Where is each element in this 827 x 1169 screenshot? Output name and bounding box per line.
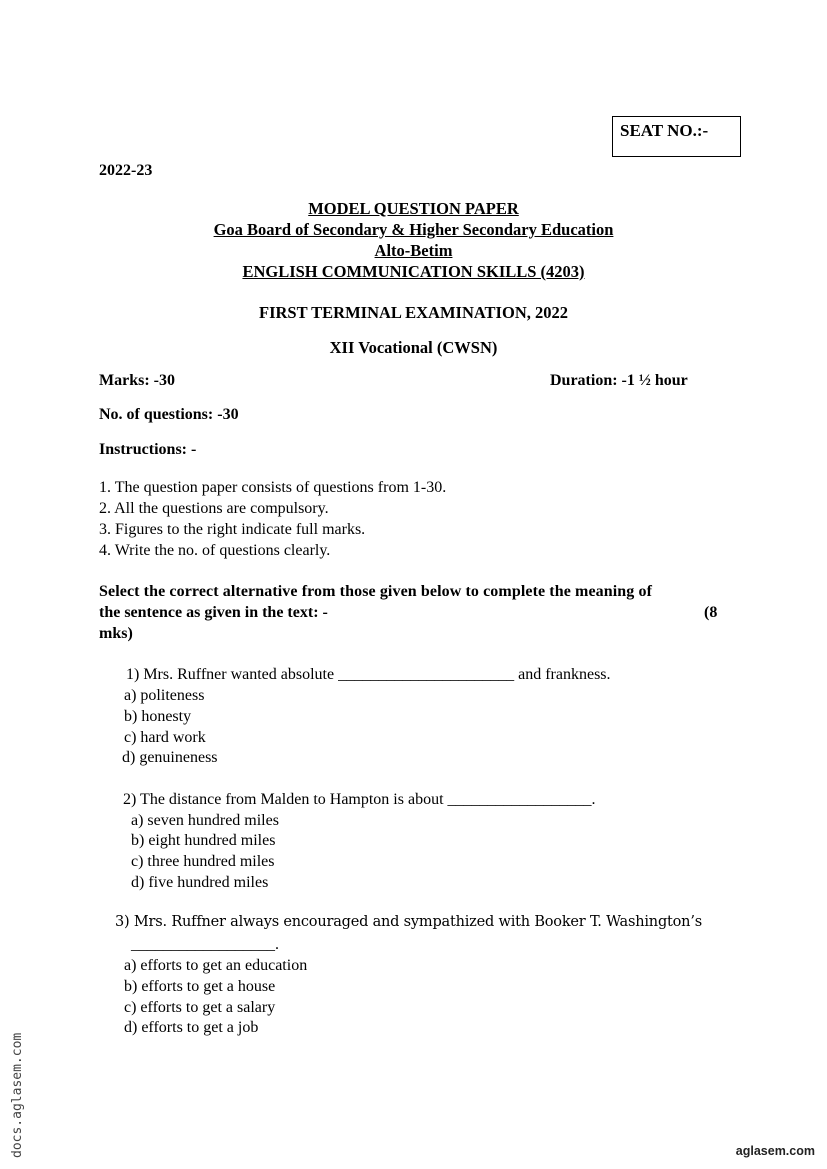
footer-site-tag: aglasem.com — [735, 1144, 815, 1158]
seat-number-label: SEAT NO.:- — [620, 121, 709, 140]
question-option: b) eight hundred miles — [131, 832, 276, 849]
question-option: d) genuineness — [122, 749, 218, 766]
subject-heading: ENGLISH COMMUNICATION SKILLS (4203) — [242, 262, 585, 281]
instructions-label: Instructions: - — [99, 441, 197, 458]
question-option: a) politeness — [124, 687, 205, 704]
instruction-item: 3. Figures to the right indicate full marks. — [99, 521, 366, 538]
side-watermark: docs.aglasem.com — [10, 1032, 25, 1158]
instruction-item: 1. The question paper consists of questions from 1-30. — [99, 479, 447, 496]
section-instruction-cont: the sentence as given in the text: - — [99, 604, 328, 621]
question-option: c) efforts to get a salary — [124, 999, 276, 1016]
question-option: d) five hundred miles — [131, 874, 269, 891]
seat-number-box — [612, 116, 741, 157]
question-stem-cont: __________________. — [131, 936, 279, 953]
section-instruction: Select the correct alternative from those given below to complete the meaning of — [99, 583, 653, 600]
board-heading: Goa Board of Secondary & Higher Secondary Education — [213, 220, 614, 239]
paper-type-heading: MODEL QUESTION PAPER — [308, 199, 519, 218]
question-count-label: No. of questions: -30 — [99, 406, 239, 423]
question-option: a) seven hundred miles — [131, 812, 279, 829]
duration-label: Duration: -1 ½ hour — [550, 372, 688, 389]
instruction-item: 2. All the questions are compulsory. — [99, 500, 329, 517]
section-marks-cont: mks) — [99, 625, 133, 642]
place-heading: Alto-Betim — [374, 241, 453, 260]
marks-label: Marks: -30 — [99, 372, 175, 389]
question-option: c) three hundred miles — [131, 853, 275, 870]
question-option: b) efforts to get a house — [124, 978, 276, 995]
question-stem: 1) Mrs. Ruffner wanted absolute ______________________ and frankness. — [126, 666, 611, 683]
exam-heading: FIRST TERMINAL EXAMINATION, 2022 — [259, 303, 568, 322]
class-heading: XII Vocational (CWSN) — [329, 338, 498, 357]
question-stem: 2) The distance from Malden to Hampton is about __________________. — [123, 791, 596, 808]
question-option: b) honesty — [124, 708, 192, 725]
instruction-item: 4. Write the no. of questions clearly. — [99, 542, 331, 559]
question-option: d) efforts to get a job — [124, 1019, 259, 1036]
academic-year: 2022-23 — [99, 162, 153, 179]
question-option: c) hard work — [124, 729, 206, 746]
section-marks: (8 — [704, 604, 718, 621]
question-option: a) efforts to get an education — [124, 957, 308, 974]
question-stem: 3) Mrs. Ruffner always encouraged and sympathized with Booker T. Washington’s — [115, 914, 702, 930]
